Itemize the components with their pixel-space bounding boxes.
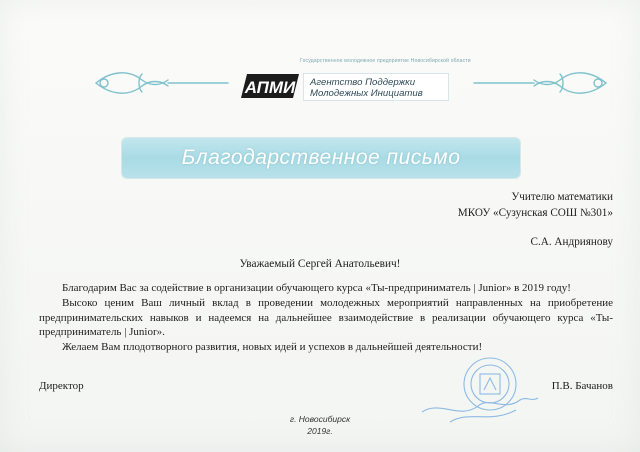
- header-tagline: Государственное молодежное предприятие Новосибирской области: [300, 58, 471, 64]
- apmi-logo-mark-icon: [241, 72, 299, 100]
- right-ornament-icon: [470, 66, 610, 100]
- director-title: Директор: [39, 380, 84, 392]
- paragraph-2: Высоко ценим Ваш личный вклад в проведении молодежных мероприятий направленных на приобретение предпринимательских навыков и надеемся на дальнейшее взаимодействие в реализации обучающего курса «Ты-предприниматель | Junior».: [39, 296, 613, 339]
- recipient-school: МКОУ «Сузунская СОШ №301»: [457, 206, 613, 219]
- recipient-name: С.А. Андриянову: [530, 236, 613, 248]
- letter-body: [39, 281, 613, 355]
- org-name-line2: Молодежных Инициатив: [310, 88, 423, 99]
- city: г. Новосибирск: [289, 414, 351, 424]
- org-name: [303, 73, 449, 101]
- left-ornament-icon: [92, 66, 232, 100]
- year: 2019г.: [307, 426, 333, 436]
- paragraph-3: Желаем Вам плодотворного развития, новых идей и успехов в дальнейшей деятельности!: [62, 341, 483, 354]
- greeting: Уважаемый Сергей Анатольевич!: [239, 258, 401, 270]
- org-name-line1: Агентство Поддержки: [310, 77, 416, 88]
- place-date: [0, 413, 640, 437]
- paragraph-1: Благодарим Вас за содействие в организации обучающего курса «Ты-предприниматель | Junior» в 2019 году!: [62, 282, 571, 294]
- letter-title: Благодарственное письмо: [181, 146, 461, 169]
- recipient-position: Учителю математики: [511, 191, 613, 203]
- logo-mark-text: АПМИ: [244, 78, 296, 97]
- org-logo: [241, 70, 451, 104]
- recipient-block: [458, 190, 613, 251]
- title-banner: [122, 138, 520, 178]
- signatory-name: П.В. Бачанов: [551, 380, 613, 392]
